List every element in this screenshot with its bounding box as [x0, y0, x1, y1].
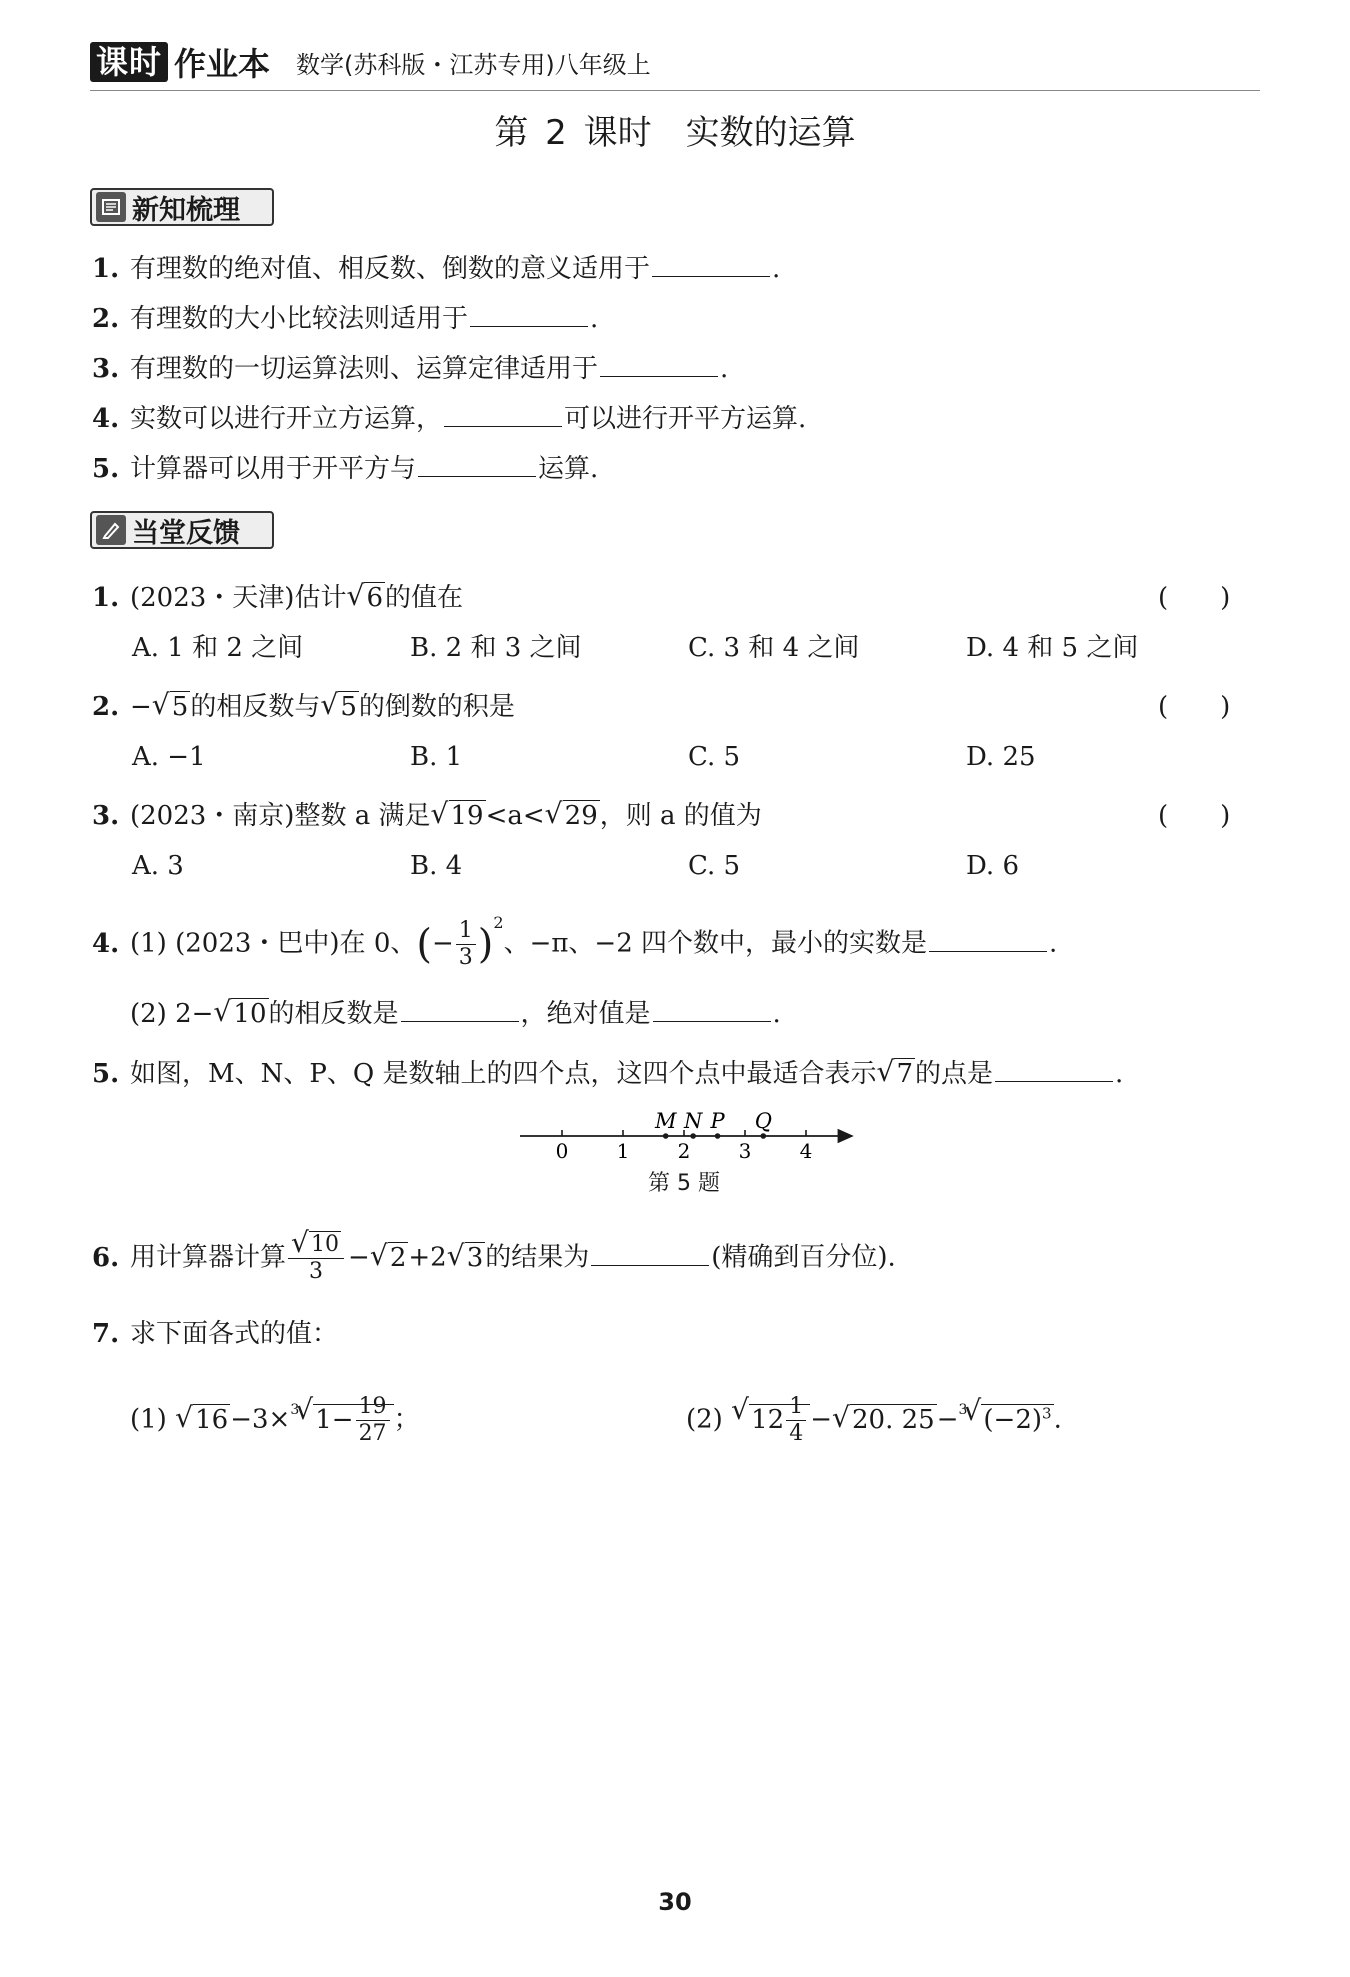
answer-blank[interactable] — [470, 300, 588, 327]
answer-blank[interactable] — [653, 995, 771, 1022]
option-d: D. 6 — [966, 851, 1019, 881]
sqrt: √ 10 — [291, 1232, 341, 1258]
sqrt: √ 19 — [431, 798, 486, 834]
knowledge-item-4: 4. 实数可以进行开立方运算， 可以进行开平方运算. — [92, 400, 806, 437]
sqrt: √ 6 — [346, 580, 385, 616]
fraction: $\frac{1}{3}$ — [456, 918, 476, 971]
sqrt: √ 20. 25 — [832, 1402, 937, 1438]
axis-tick-label: 1 — [616, 1139, 630, 1163]
axis-tick-label: 3 — [738, 1139, 752, 1163]
sqrt: √ 12 $\frac{1}{4}$ — [731, 1394, 810, 1447]
header — [90, 40, 651, 84]
option-d: D. 4 和 5 之间 — [966, 633, 1139, 663]
fraction: √ $\frac{10}{3}$ — [288, 1232, 344, 1285]
question-5: 5. 如图，M、N、P、Q 是数轴上的四个点，这四个点中最适合表示√ 7的点是 . — [92, 1055, 1123, 1092]
figure-caption: 第 5 题 — [648, 1171, 720, 1196]
knowledge-item-5: 5. 计算器可以用于开平方与 运算. — [92, 450, 598, 487]
question-4-part-1: 4. (1) (2023・巴中)在 0、(− $\frac{1}{3}$ )$^2$、−π、−2 四个数中，最小的实数是 . — [92, 912, 1058, 970]
point-p — [715, 1133, 721, 1139]
sqrt: √ 5 — [320, 689, 359, 725]
sqrt: √ 29 — [545, 798, 600, 834]
answer-blank[interactable] — [444, 400, 562, 427]
header-divider — [90, 90, 1260, 91]
answer-blank[interactable] — [652, 250, 770, 277]
question-6: 6. 用计算器计算 √ $\frac{10}{3}$ −√ 2+2√ 3的结果为 (精确到百分位). — [92, 1232, 896, 1285]
book-icon — [96, 192, 126, 222]
sqrt: √ 7 — [876, 1056, 915, 1092]
point-n — [690, 1133, 696, 1139]
question-4-part-2: (2) 2−√ 10的相反数是 ，绝对值是 . — [130, 995, 781, 1032]
point-m — [663, 1133, 669, 1139]
axis-tick-label: 4 — [799, 1139, 813, 1163]
sqrt: √ 16 — [175, 1402, 230, 1438]
option-a: A. 1 和 2 之间 — [132, 633, 304, 663]
axis-tick-label: 0 — [555, 1139, 569, 1163]
knowledge-item-2: 2. 有理数的大小比较法则适用于 . — [92, 300, 598, 337]
number-line-figure — [520, 1100, 860, 1166]
sqrt: √ 5 — [152, 689, 191, 725]
option-c: C. 5 — [688, 742, 741, 772]
logo-box: 课时 — [90, 42, 168, 82]
question-3: 3. (2023・南京)整数 a 满足√ 19<a<√ 29，则 a 的值为 — [92, 798, 762, 834]
knowledge-item-3: 3. 有理数的一切运算法则、运算定律适用于 . — [92, 350, 728, 387]
answer-blank[interactable] — [929, 925, 1047, 952]
sqrt: √ 3 — [447, 1240, 486, 1276]
question-2: 2. −√ 5的相反数与√ 5的倒数的积是 — [92, 689, 515, 725]
lesson-title: 第 2 课时 实数的运算 — [494, 113, 856, 153]
cube-root: √ $(-2)^3$ — [963, 1395, 1053, 1438]
point-q — [761, 1133, 767, 1139]
question-7-part-1: (1) √ 16−3×$^3$√ 1− $\frac{19}{27}$ ； — [130, 1394, 420, 1447]
option-b: B. 2 和 3 之间 — [410, 633, 582, 663]
knowledge-item-1: 1. 有理数的绝对值、相反数、倒数的意义适用于 . — [92, 250, 780, 287]
option-c: C. 5 — [688, 851, 741, 881]
answer-paren[interactable]: ( ) — [1158, 583, 1231, 613]
option-a: A. 3 — [132, 851, 184, 881]
option-c: C. 3 和 4 之间 — [688, 633, 860, 663]
section-tag-feedback — [90, 511, 274, 549]
option-a: A. −1 — [132, 742, 206, 772]
answer-blank[interactable] — [418, 450, 536, 477]
sqrt: √ 2 — [370, 1240, 409, 1276]
point-label: Q — [754, 1109, 772, 1133]
section-label: 当堂反馈 — [132, 517, 240, 549]
point-label: P — [710, 1109, 725, 1133]
answer-blank[interactable] — [995, 1055, 1113, 1082]
option-b: B. 1 — [410, 742, 463, 772]
answer-blank[interactable] — [600, 350, 718, 377]
page-number: 30 — [658, 1888, 692, 1916]
section-tag-new-knowledge — [90, 188, 274, 226]
option-d: D. 25 — [966, 742, 1036, 772]
sqrt: √ 10 — [213, 996, 268, 1032]
book-subtitle: 数学(苏科版・江苏专用)八年级上 — [296, 50, 651, 79]
question-7: 7. 求下面各式的值： — [92, 1319, 339, 1349]
axis-tick-label: 2 — [677, 1139, 691, 1163]
fraction: $\frac{19}{27}$ — [356, 1394, 390, 1447]
answer-blank[interactable] — [591, 1239, 709, 1266]
section-label: 新知梳理 — [132, 194, 240, 226]
point-label: M — [654, 1109, 677, 1133]
answer-paren[interactable]: ( ) — [1158, 692, 1231, 722]
pencil-icon — [96, 515, 126, 545]
cube-root: √ 1− $\frac{19}{27}$ — [295, 1394, 393, 1447]
point-label: N — [683, 1109, 703, 1133]
logo-text: 作业本 — [174, 45, 271, 83]
question-7-part-2: (2) √ 12 $\frac{1}{4}$ −√ 20. 25−$^3$√ $(-2)^3$. — [686, 1394, 1062, 1447]
fraction: $\frac{1}{4}$ — [786, 1394, 806, 1447]
answer-paren[interactable]: ( ) — [1158, 801, 1231, 831]
answer-blank[interactable] — [401, 995, 519, 1022]
question-1: 1. (2023・天津)估计√ 6的值在 — [92, 580, 463, 616]
option-b: B. 4 — [410, 851, 463, 881]
